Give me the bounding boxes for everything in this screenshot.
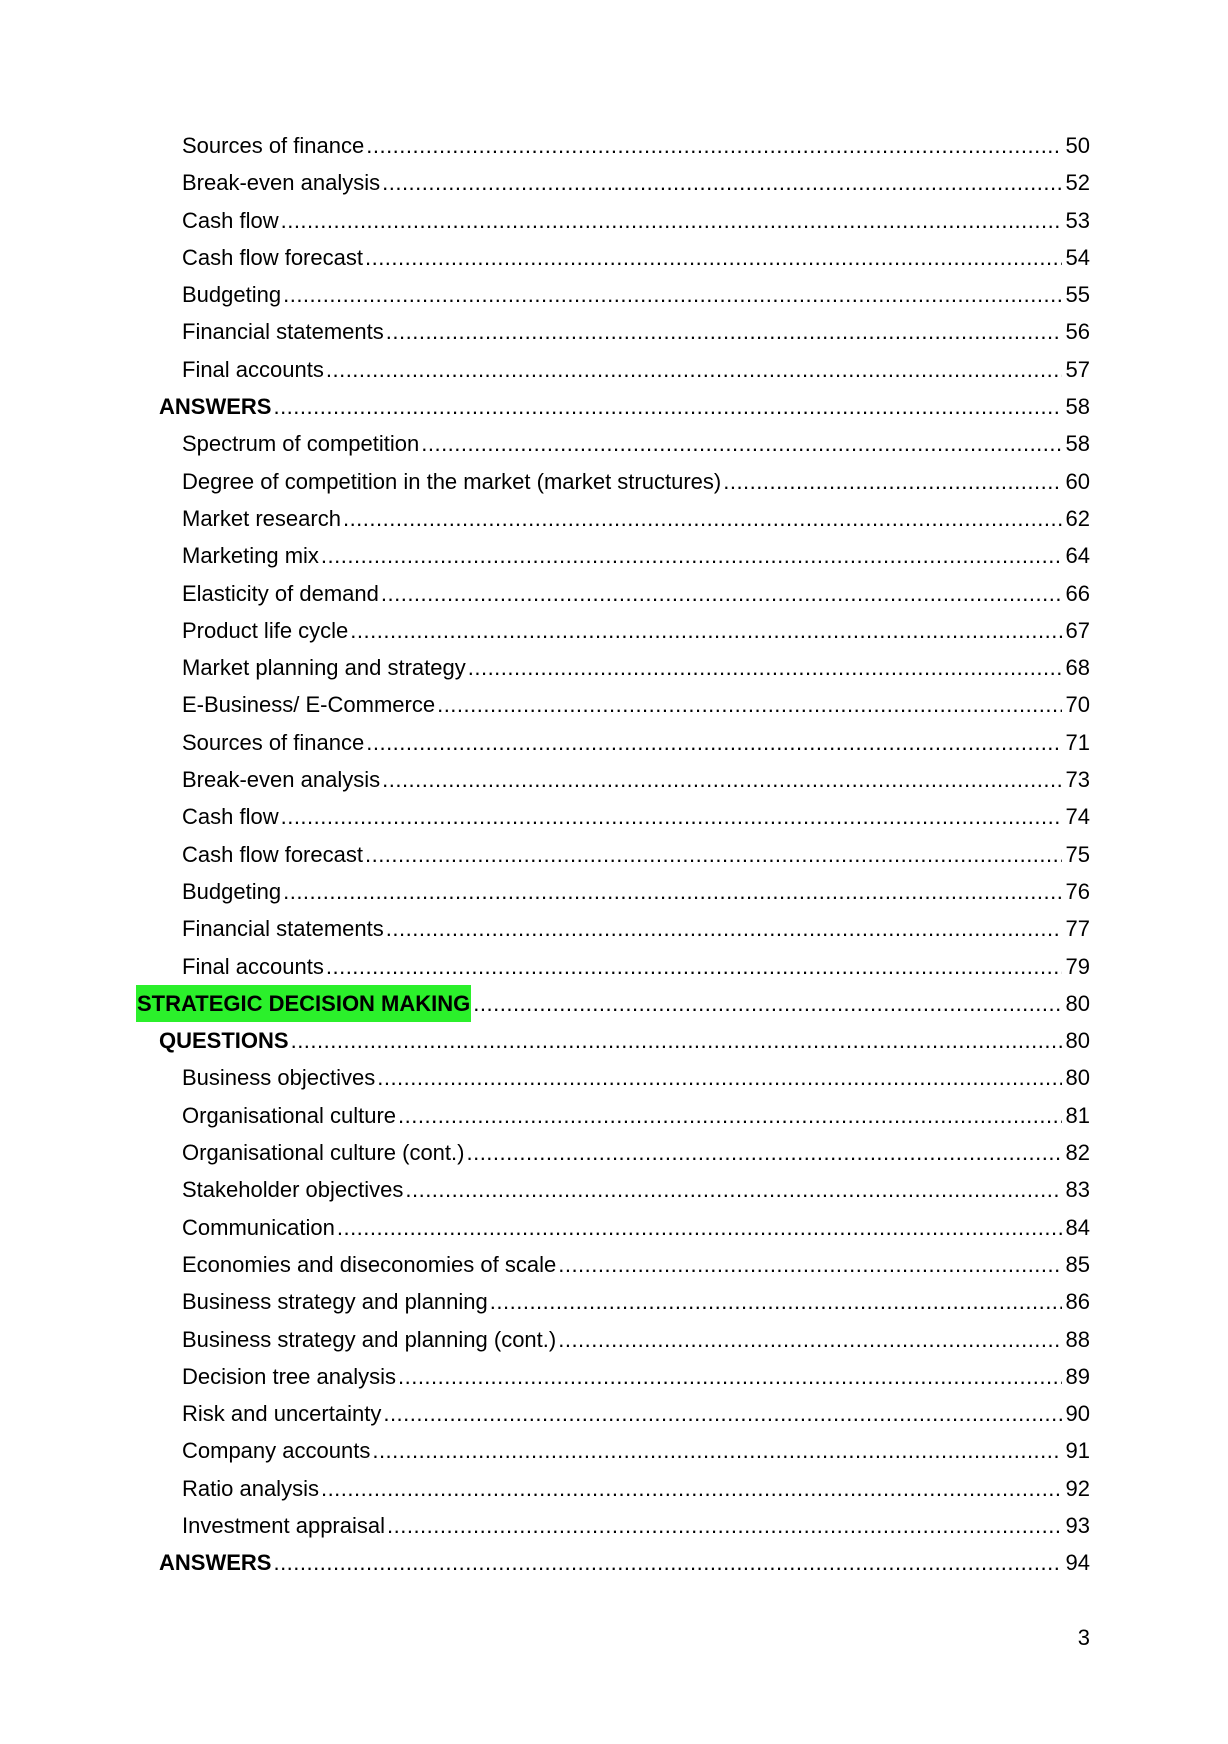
- toc-dot-leader: [377, 1059, 1061, 1096]
- toc-entry-page-number: 64: [1065, 543, 1090, 569]
- toc-entry-page-number: 91: [1065, 1438, 1090, 1464]
- toc-dot-leader: [558, 1321, 1061, 1358]
- toc-dot-leader: [273, 388, 1061, 425]
- toc-entry-page-number: 75: [1065, 841, 1090, 867]
- toc-entry-label: Sources of finance: [182, 729, 365, 755]
- toc-entry[interactable]: [0, 1395, 1228, 1432]
- toc-entry-label: Risk and uncertainty: [182, 1401, 382, 1427]
- toc-dot-leader: [350, 612, 1061, 649]
- toc-entry[interactable]: [0, 1283, 1228, 1320]
- toc-entry[interactable]: [0, 164, 1228, 201]
- toc-entry-page-number: 55: [1065, 282, 1090, 308]
- toc-entry-page-number: 80: [1065, 1065, 1090, 1091]
- toc-entry[interactable]: [0, 1246, 1228, 1283]
- toc-entry-label: Business objectives: [182, 1065, 376, 1091]
- toc-entry-page-number: 53: [1065, 207, 1090, 233]
- toc-entry[interactable]: [0, 425, 1228, 462]
- toc-entry[interactable]: [0, 463, 1228, 500]
- toc-entry[interactable]: [0, 649, 1228, 686]
- toc-entry[interactable]: [0, 388, 1228, 425]
- toc-entry[interactable]: [0, 724, 1228, 761]
- toc-entry-page-number: 68: [1065, 655, 1090, 681]
- toc-entry-label: Marketing mix: [182, 543, 319, 569]
- toc-dot-leader: [437, 686, 1061, 723]
- toc-entry[interactable]: [0, 1171, 1228, 1208]
- toc-entry-page-number: 77: [1065, 916, 1090, 942]
- toc-entry[interactable]: [0, 1321, 1228, 1358]
- toc-entry[interactable]: [0, 1209, 1228, 1246]
- toc-entry-page-number: 71: [1065, 729, 1090, 755]
- toc-entry[interactable]: [0, 575, 1228, 612]
- toc-entry-label: Budgeting: [182, 878, 282, 904]
- toc-dot-leader: [366, 127, 1061, 164]
- toc-dot-leader: [281, 798, 1062, 835]
- toc-entry[interactable]: [0, 239, 1228, 276]
- toc-entry-label: Cash flow: [182, 207, 279, 233]
- toc-entry-label-highlighted: STRATEGIC DECISION MAKING: [136, 985, 471, 1022]
- toc-dot-leader: [365, 239, 1062, 276]
- toc-entry-label: Financial statements: [182, 916, 384, 942]
- toc-entry-page-number: 94: [1065, 1550, 1090, 1576]
- toc-entry[interactable]: [0, 500, 1228, 537]
- toc-entry[interactable]: [0, 127, 1228, 164]
- toc-entry-label: Communication: [182, 1214, 335, 1240]
- toc-entry[interactable]: [0, 910, 1228, 947]
- toc-entry-page-number: 86: [1065, 1289, 1090, 1315]
- toc-entry-label: Business strategy and planning (cont.): [182, 1326, 557, 1352]
- toc-dot-leader: [283, 276, 1061, 313]
- toc-dot-leader: [291, 1022, 1062, 1059]
- toc-entry-label: Investment appraisal: [182, 1512, 385, 1538]
- toc-dot-leader: [490, 1283, 1062, 1320]
- toc-dot-leader: [405, 1171, 1061, 1208]
- toc-dot-leader: [281, 202, 1062, 239]
- toc-entry[interactable]: [0, 761, 1228, 798]
- toc-entry[interactable]: [0, 948, 1228, 985]
- toc-dot-leader: [398, 1097, 1062, 1134]
- toc-entry-label: Economies and diseconomies of scale: [182, 1251, 557, 1277]
- toc-entry-page-number: 57: [1065, 356, 1090, 382]
- toc-dot-leader: [365, 836, 1062, 873]
- toc-entry-page-number: 80: [1065, 990, 1090, 1016]
- toc-entry-label: Break-even analysis: [182, 170, 381, 196]
- toc-entry[interactable]: [0, 873, 1228, 910]
- toc-entry[interactable]: [0, 1097, 1228, 1134]
- toc-dot-leader: [326, 351, 1062, 388]
- toc-entry-page-number: 70: [1065, 692, 1090, 718]
- toc-entry-page-number: 60: [1065, 468, 1090, 494]
- toc-entry[interactable]: [0, 612, 1228, 649]
- toc-entry-label: Organisational culture (cont.): [182, 1140, 465, 1166]
- toc-entry[interactable]: [0, 1059, 1228, 1096]
- toc-dot-leader: [387, 1507, 1062, 1544]
- toc-entry-page-number: 84: [1065, 1214, 1090, 1240]
- toc-dot-leader: [343, 500, 1062, 537]
- toc-entry-label: Organisational culture: [182, 1102, 397, 1128]
- toc-entry-label: Degree of competition in the market (market structures): [182, 468, 722, 494]
- toc-dot-leader: [473, 985, 1061, 1022]
- toc-dot-leader: [386, 313, 1062, 350]
- toc-entry-label: Business strategy and planning: [182, 1289, 488, 1315]
- toc-entry[interactable]: [0, 351, 1228, 388]
- toc-entry[interactable]: [0, 1544, 1228, 1581]
- toc-entry-page-number: 76: [1065, 878, 1090, 904]
- toc-dot-leader: [381, 575, 1062, 612]
- toc-dot-leader: [366, 724, 1061, 761]
- toc-entry-label: Elasticity of demand: [182, 580, 379, 606]
- toc-entry-page-number: 73: [1065, 767, 1090, 793]
- toc-dot-leader: [283, 873, 1061, 910]
- table-of-contents: [0, 127, 1228, 1582]
- toc-dot-leader: [326, 948, 1062, 985]
- toc-entry-page-number: 67: [1065, 617, 1090, 643]
- toc-entry-page-number: 62: [1065, 505, 1090, 531]
- toc-dot-leader: [398, 1358, 1062, 1395]
- toc-dot-leader: [558, 1246, 1061, 1283]
- toc-entry[interactable]: [0, 985, 1228, 1022]
- toc-entry-label: ANSWERS: [159, 394, 272, 420]
- toc-entry-label: Product life cycle: [182, 617, 349, 643]
- toc-entry-page-number: 58: [1065, 394, 1090, 420]
- toc-dot-leader: [382, 164, 1061, 201]
- toc-entry[interactable]: [0, 313, 1228, 350]
- toc-entry[interactable]: [0, 1358, 1228, 1395]
- toc-dot-leader: [386, 910, 1062, 947]
- toc-dot-leader: [421, 425, 1061, 462]
- toc-entry-page-number: 92: [1065, 1475, 1090, 1501]
- toc-entry-label: Final accounts: [182, 953, 324, 979]
- toc-dot-leader: [383, 1395, 1061, 1432]
- toc-entry-page-number: 54: [1065, 244, 1090, 270]
- toc-entry-page-number: 83: [1065, 1177, 1090, 1203]
- toc-entry[interactable]: [0, 1470, 1228, 1507]
- toc-entry-label: Break-even analysis: [182, 767, 381, 793]
- toc-entry-label: Ratio analysis: [182, 1475, 319, 1501]
- toc-entry-label: ANSWERS: [159, 1550, 272, 1576]
- toc-entry-page-number: 93: [1065, 1512, 1090, 1538]
- toc-entry[interactable]: [0, 1134, 1228, 1171]
- toc-entry-label: Sources of finance: [182, 133, 365, 158]
- toc-dot-leader: [466, 1134, 1061, 1171]
- toc-entry-page-number: 89: [1065, 1363, 1090, 1389]
- toc-entry-label: Budgeting: [182, 282, 282, 308]
- toc-dot-leader: [273, 1544, 1061, 1581]
- toc-entry-page-number: 52: [1065, 170, 1090, 196]
- toc-entry[interactable]: [0, 798, 1228, 835]
- toc-dot-leader: [382, 761, 1061, 798]
- toc-entry-page-number: 66: [1065, 580, 1090, 606]
- toc-entry-label: QUESTIONS: [159, 1028, 289, 1054]
- toc-entry-page-number: 81: [1065, 1102, 1090, 1128]
- toc-entry-label: Final accounts: [182, 356, 324, 382]
- toc-entry[interactable]: [0, 1507, 1228, 1544]
- toc-entry-label: Decision tree analysis: [182, 1363, 396, 1389]
- toc-dot-leader: [321, 537, 1062, 574]
- toc-dot-leader: [372, 1432, 1061, 1469]
- toc-entry-page-number: 74: [1065, 804, 1090, 830]
- toc-entry[interactable]: [0, 1022, 1228, 1059]
- toc-entry-page-number: 82: [1065, 1140, 1090, 1166]
- toc-entry-page-number: 85: [1065, 1251, 1090, 1277]
- toc-dot-leader: [723, 463, 1061, 500]
- toc-entry-page-number: 50: [1065, 133, 1090, 158]
- toc-entry-page-number: 56: [1065, 319, 1090, 345]
- toc-dot-leader: [468, 649, 1062, 686]
- toc-entry[interactable]: [0, 1432, 1228, 1469]
- toc-entry-page-number: 88: [1065, 1326, 1090, 1352]
- toc-entry[interactable]: [0, 276, 1228, 313]
- toc-entry[interactable]: [0, 686, 1228, 723]
- toc-entry-page-number: 90: [1065, 1401, 1090, 1427]
- toc-entry-label: E-Business/ E-Commerce: [182, 692, 436, 718]
- toc-entry[interactable]: [0, 836, 1228, 873]
- toc-entry-label: Cash flow: [182, 804, 279, 830]
- toc-entry-label: Market planning and strategy: [182, 655, 466, 681]
- toc-entry[interactable]: [0, 537, 1228, 574]
- toc-entry-label: Company accounts: [182, 1438, 371, 1464]
- toc-entry-page-number: 80: [1065, 1028, 1090, 1054]
- toc-dot-leader: [321, 1470, 1062, 1507]
- page-number: 3: [1077, 1625, 1090, 1650]
- toc-dot-leader: [337, 1209, 1062, 1246]
- toc-entry-label: Cash flow forecast: [182, 244, 363, 270]
- toc-entry-label: Spectrum of competition: [182, 431, 420, 457]
- toc-entry-label: Financial statements: [182, 319, 384, 345]
- toc-entry-label: Cash flow forecast: [182, 841, 363, 867]
- toc-entry-label: Stakeholder objectives: [182, 1177, 404, 1203]
- toc-entry-page-number: 79: [1065, 953, 1090, 979]
- toc-entry[interactable]: [0, 202, 1228, 239]
- toc-entry-label: Market research: [182, 505, 341, 531]
- toc-entry-page-number: 58: [1065, 431, 1090, 457]
